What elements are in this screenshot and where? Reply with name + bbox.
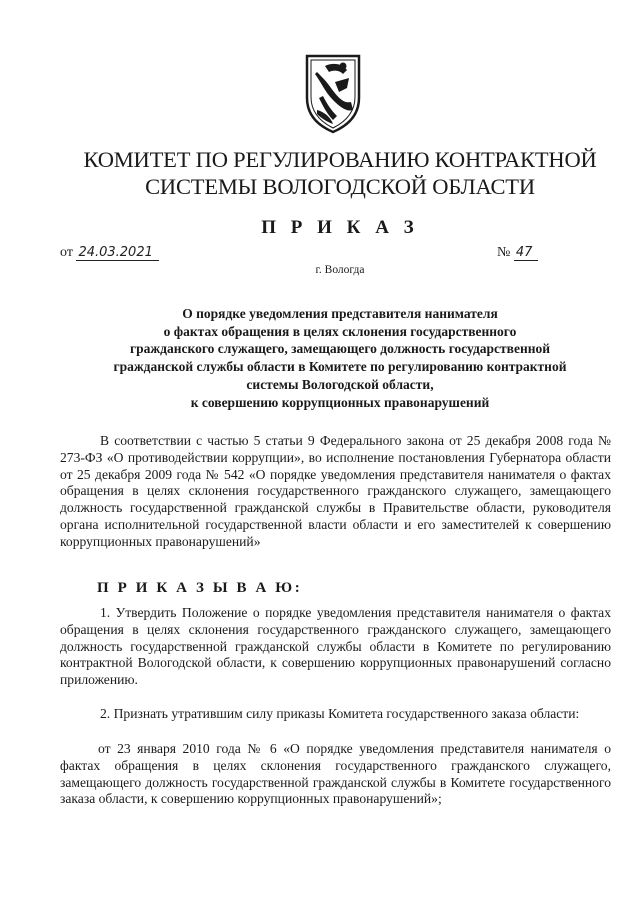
coat-of-arms-icon xyxy=(303,52,363,136)
subject-line: о фактах обращения в целях склонения государственного xyxy=(163,323,517,339)
city-name: г. Вологда xyxy=(315,264,365,276)
item-paragraph-1: 1. Утвердить Положение о порядке уведомления представителя нанимателя о фактах обращения в целях склонения государственного гражданского служащего, замещающего должность государственной гражданской службы области в Комитете по регулированию контрактной Вологодской области, к совершению коррупционных правонарушений согласно приложению. xyxy=(60,605,611,688)
document-type: П Р И К А З xyxy=(261,217,419,238)
organization-name xyxy=(60,146,620,200)
organization-line-1: КОМИТЕТ ПО РЕГУЛИРОВАНИЮ КОНТРАКТНОЙ xyxy=(83,147,597,172)
date-prefix: от xyxy=(60,245,73,260)
document-subject xyxy=(60,305,620,411)
number-value: 47 xyxy=(514,245,539,261)
document-date xyxy=(60,245,159,261)
subject-line: гражданской службы области в Комитете по регулированию контрактной xyxy=(113,359,567,375)
subject-line: О порядке уведомления представителя нанимателя xyxy=(182,306,498,321)
preamble-paragraph: В соответствии с частью 5 статьи 9 Федерального закона от 25 декабря 2008 года № 273-ФЗ «О противодействии коррупции», во исполнение постановления Губернатора области от 25 декабря 2009 года № 542 «О порядке уведомления представителя нанимателя о фактах обращения в целях склонения государственного гражданского служащего, замещающего должность государственной гражданской службы в Правительстве области, руководителя органа исполнительной государственной власти области и его заместителей к совершению коррупционных правонарушений» xyxy=(60,433,611,549)
number-prefix: № xyxy=(497,245,511,260)
subject-line: системы Вологодской области, xyxy=(246,376,434,392)
subject-line: к совершению коррупционных правонарушений xyxy=(190,394,490,410)
item-paragraph-2: 2. Признать утратившим силу приказы Комитета государственного заказа области: xyxy=(100,706,580,721)
decree-heading: П Р И К А З Ы В А Ю: xyxy=(97,580,303,596)
document-number xyxy=(497,245,538,261)
date-value: 24.03.2021 xyxy=(76,245,158,261)
item-paragraph-2-subitem: от 23 января 2010 года № 6 «О порядке уведомления представителя нанимателя о фактах обращения в целях склонения государственного гражданского служащего, замещающего должность государственной гражданской службы в Комитете государственного заказа области, к совершению коррупционных правонарушений»; xyxy=(60,741,611,807)
subject-line: гражданского служащего, замещающего должность государственной xyxy=(129,341,551,357)
organization-line-2: СИСТЕМЫ ВОЛОГОДСКОЙ ОБЛАСТИ xyxy=(145,174,535,199)
